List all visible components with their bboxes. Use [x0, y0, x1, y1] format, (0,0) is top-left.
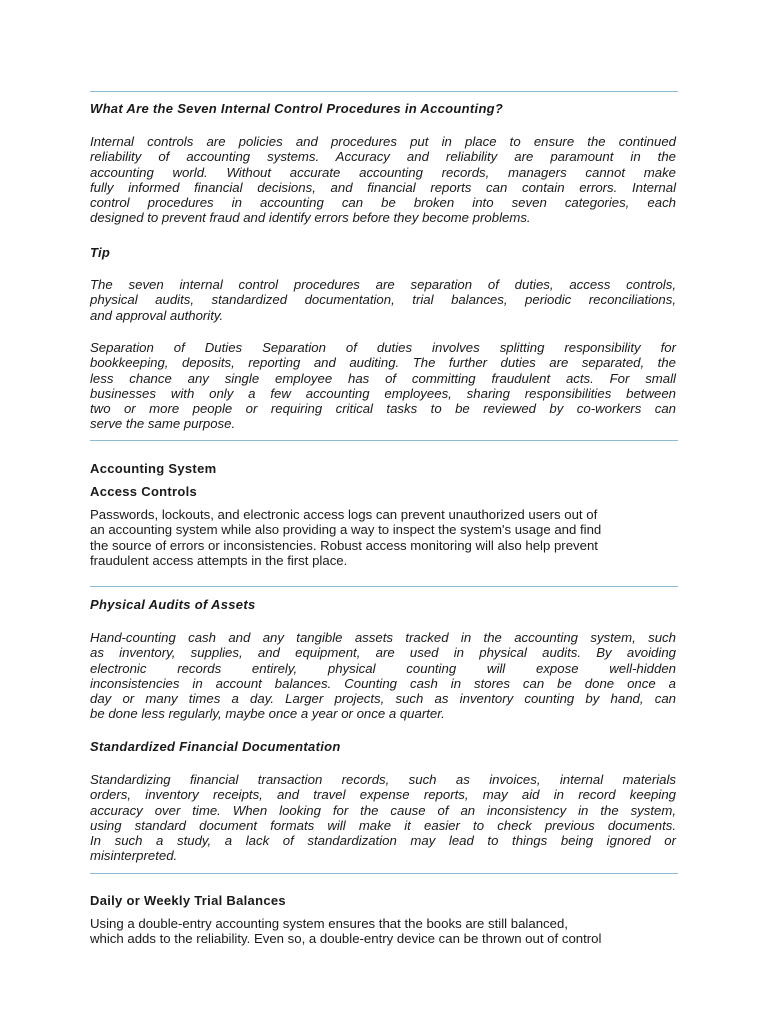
- divider: [90, 91, 678, 92]
- text-line: Internal controls are policies and procedures put in place to ensure the continued: [90, 134, 676, 149]
- text-line: fully informed financial decisions, and financial reports can contain errors. Internal: [90, 179, 676, 195]
- text-line: reliability of accounting systems. Accuracy and reliability are paramount in the: [90, 149, 676, 165]
- divider: [90, 440, 678, 441]
- text-line: designed to prevent fraud and identify errors before they become problems.: [90, 210, 531, 226]
- tip-paragraph: [90, 277, 676, 323]
- text-line: accuracy over time. When looking for the cause of an inconsistency in the system,: [90, 802, 676, 818]
- text-line: Separation of Duties Separation of duties involves splitting responsibility for: [90, 340, 676, 355]
- text-line: fraudulent access attempts in the first place.: [90, 552, 348, 568]
- text-line: Standardizing financial transaction records, such as invoices, internal materials: [90, 772, 676, 787]
- text-line: Using a double-entry accounting system ensures that the books are still balanced,: [90, 916, 568, 931]
- text-line: Passwords, lockouts, and electronic access logs can prevent unauthorized users out of: [90, 507, 598, 522]
- text-line: control procedures in accounting can be broken into seven categories, each: [90, 195, 676, 211]
- text-line: physical audits, standardized documentation, trial balances, periodic reconciliations,: [90, 292, 676, 308]
- access-controls-heading: Access Controls: [90, 484, 198, 499]
- text-line: day or many times a day. Larger projects, such as inventory counting by hand, can: [90, 691, 676, 707]
- separation-paragraph: [90, 340, 676, 432]
- text-line: serve the same purpose.: [90, 416, 236, 432]
- accounting-system-heading: Accounting System: [90, 461, 217, 476]
- text-line: inconsistencies in account balances. Counting cash in stores can be done once a: [90, 675, 676, 691]
- text-line: as inventory, supplies, and equipment, are used in physical audits. By avoiding: [90, 645, 676, 661]
- text-line: misinterpreted.: [90, 848, 178, 864]
- trial-balances-heading: Daily or Weekly Trial Balances: [90, 893, 286, 908]
- tip-heading: Tip: [90, 245, 111, 260]
- trial-paragraph: [90, 916, 676, 947]
- text-line: less chance any single employee has of committing fraudulent acts. For small: [90, 370, 676, 386]
- physical-audits-heading: Physical Audits of Assets: [90, 597, 256, 612]
- standardized-paragraph: [90, 772, 676, 864]
- text-line: and approval authority.: [90, 307, 224, 323]
- access-paragraph: [90, 507, 676, 568]
- text-line: orders, inventory receipts, and travel expense reports, may aid in record keeping: [90, 787, 676, 803]
- divider: [90, 586, 678, 587]
- text-line: using standard document formats will make it easier to check previous documents.: [90, 817, 676, 833]
- text-line: businesses with only a few accounting employees, sharing responsibilities between: [90, 385, 676, 401]
- divider: [90, 873, 678, 874]
- text-line: electronic records entirely, physical counting will expose well-hidden: [90, 660, 676, 676]
- text-line: the source of errors or inconsistencies. Robust access monitoring will also help prevent: [90, 537, 598, 553]
- text-line: be done less regularly, maybe once a year or once a quarter.: [90, 706, 445, 722]
- text-line: an accounting system while also providing a way to inspect the system's usage and find: [90, 522, 602, 538]
- text-line: two or more people or requiring critical tasks to be reviewed by co-workers can: [90, 401, 676, 417]
- text-line: Hand-counting cash and any tangible assets tracked in the accounting system, such: [90, 630, 676, 645]
- text-line: which adds to the reliability. Even so, a double-entry device can be thrown out of control: [90, 931, 602, 947]
- standardized-heading: Standardized Financial Documentation: [90, 739, 341, 754]
- intro-paragraph: [90, 134, 676, 226]
- physical-paragraph: [90, 630, 676, 722]
- text-line: In such a study, a lack of standardization may lead to things being ignored or: [90, 833, 676, 849]
- text-line: bookkeeping, deposits, reporting and auditing. The further duties are separated, the: [90, 355, 676, 371]
- intro-heading: What Are the Seven Internal Control Procedures in Accounting?: [90, 101, 504, 116]
- text-line: accounting world. Without accurate accounting records, managers cannot make: [90, 164, 676, 180]
- text-line: The seven internal control procedures are separation of duties, access controls,: [90, 277, 676, 292]
